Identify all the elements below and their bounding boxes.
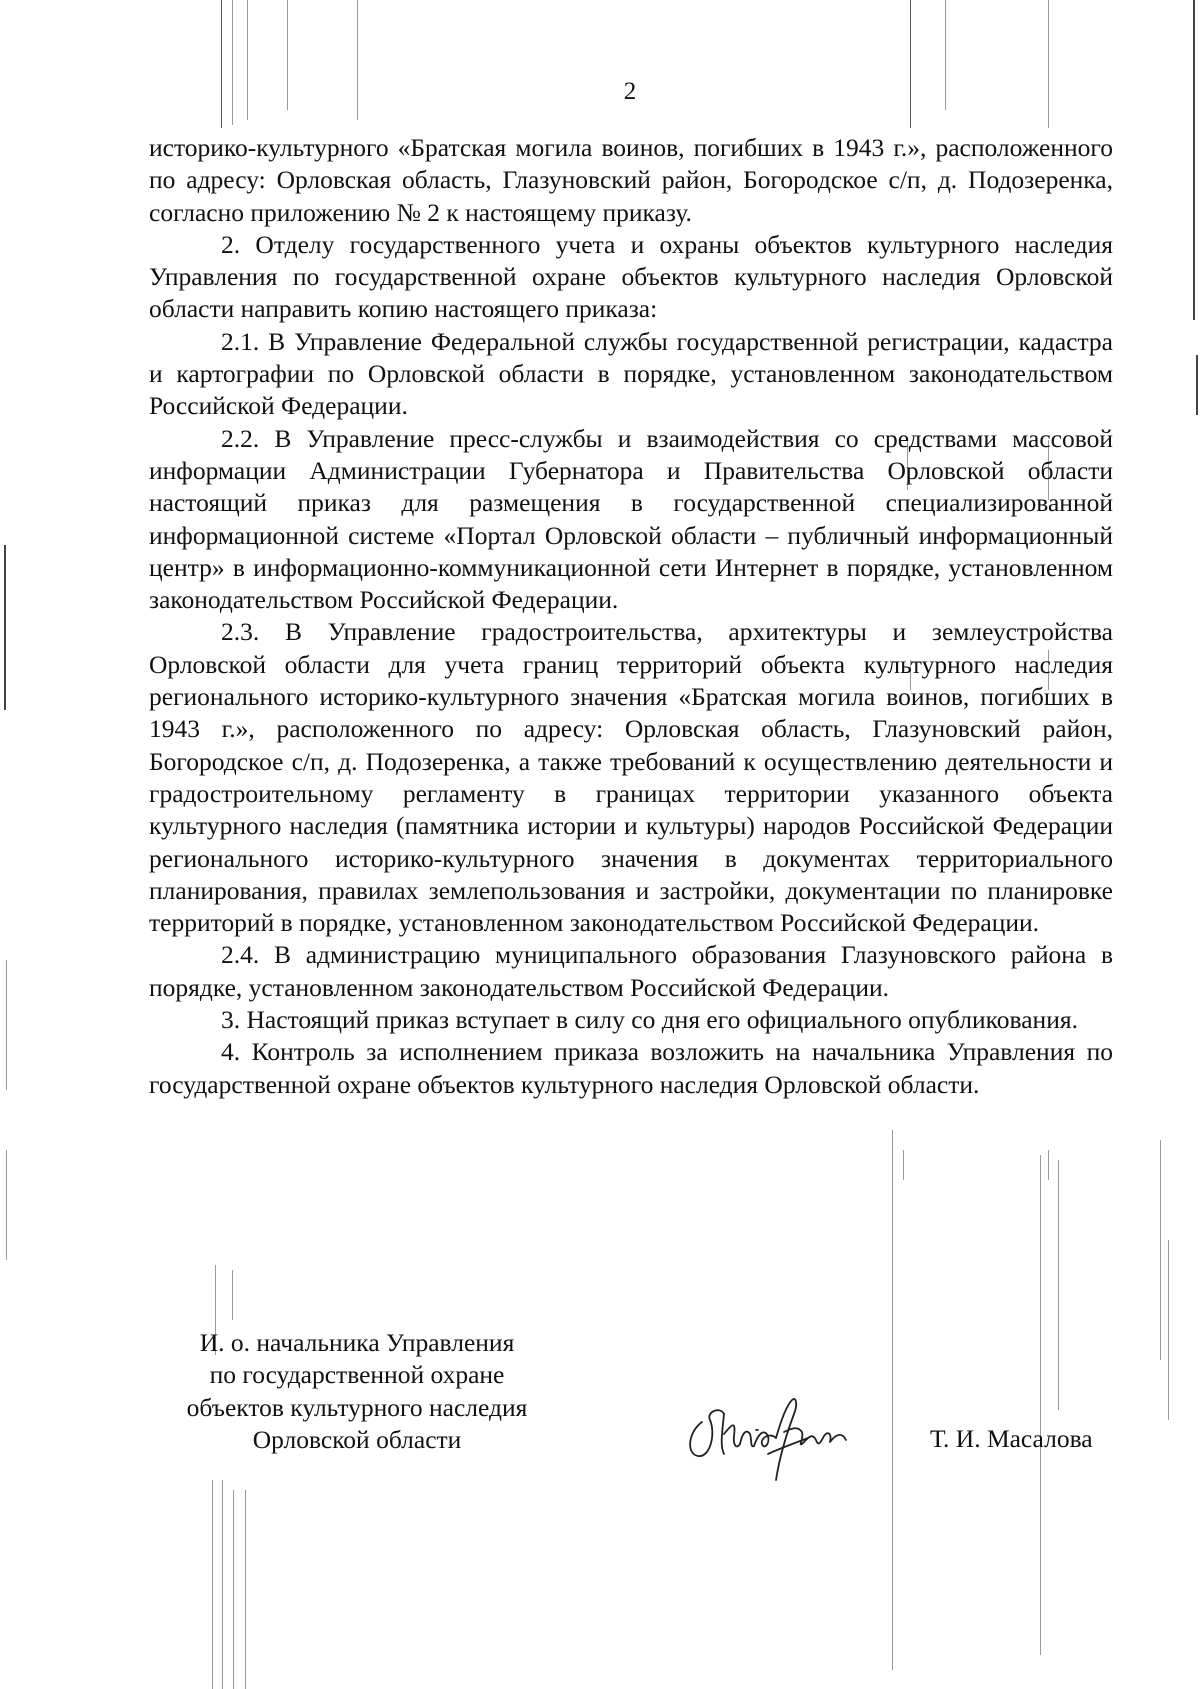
- scan-artifact-line: [1040, 1155, 1041, 1655]
- paragraph-item-2-1: 2.1. В Управление Федеральной службы государственной регистрации, кадастра и картографии по Орловской области в порядке, установленном законодательством Российской Федерации.: [149, 326, 1113, 421]
- scan-artifact-line: [1048, 0, 1049, 128]
- scan-artifact-line: [222, 1480, 223, 1689]
- paragraph-item-4: 4. Контроль за исполнением приказа возложить на начальника Управления по государственной охране объектов культурного наследия Орловской области.: [149, 1037, 1113, 1099]
- page-number: 2: [623, 78, 637, 105]
- scan-artifact-line: [233, 1490, 234, 1689]
- paragraph-item-2-2: 2.2. В Управление пресс-службы и взаимодействия со средствами массовой информации Администрации Губернатора и Правительства Орловской области настоящий приказ для размещения в государственной специализированной информационной системе «Портал Орловской области – публичный информационный центр» в информационно-коммуникационной сети Интернет в порядке, установленном законодательством Российской Федерации.: [149, 423, 1113, 615]
- scan-artifact-line: [1160, 1140, 1161, 1360]
- scan-artifact-line: [903, 1150, 904, 1180]
- scan-artifact-line: [212, 1480, 213, 1689]
- paragraph-item-3: 3. Настоящий приказ вступает в силу со дня его официального опубликования.: [221, 1005, 1078, 1035]
- signer-position-line: И. о. начальника Управления: [199, 1328, 515, 1357]
- handwritten-signature: [680, 1384, 860, 1494]
- scan-artifact-line: [6, 1150, 7, 1260]
- paragraph-item-2-3: 2.3. В Управление градостроительства, архитектуры и землеустройства Орловской области для учета границ территорий объекта культурного наследия регионального историко-культурного значения «Братская могила воинов, погибших в 1943 г.», расположенного по адресу: Орловская область, Глазуновский район, Богородское с/п, д. Подозеренка, а также требований к осуществлению деятельности и градостроительному регламенту в границах территории указанного объекта культурного наследия (памятника истории и культуры) народов Российской Федерации регионального историко-культурного значения в документах территориального планирования, правилах землепользования и застройки, документации по планировке территорий в порядке, установленном законодательством Российской Федерации.: [149, 617, 1113, 938]
- scan-artifact-line: [892, 1130, 893, 1670]
- signer-position: [152, 1327, 562, 1456]
- scan-artifact-line: [1048, 1150, 1049, 1180]
- scan-artifact-line: [221, 0, 222, 128]
- signer-position-line: Орловской области: [252, 1424, 462, 1454]
- paragraph-item-2-4: 2.4. В администрацию муниципального образования Глазуновского района в порядке, установленном законодательством Российской Федерации.: [149, 940, 1113, 1002]
- document-body: [149, 132, 1113, 1101]
- signer-position-line: объектов культурного наследия: [186, 1392, 528, 1422]
- scan-artifact-line: [6, 960, 7, 1090]
- paragraph-item-2: 2. Отделу государственного учета и охраны объектов культурного наследия Управления по государственной охране объектов культурного наследия Орловской области направить копию настоящего приказа:: [149, 229, 1113, 324]
- scan-artifact-line: [1196, 355, 1198, 415]
- signer-position-line: по государственной охране: [209, 1360, 505, 1390]
- scan-artifact-line: [1058, 1160, 1059, 1410]
- scan-artifact-line: [232, 0, 233, 125]
- scan-artifact-line: [1168, 1240, 1169, 1420]
- signer-name: Т. И. Масалова: [930, 1424, 1093, 1453]
- paragraph-continuation: историко-культурного «Братская могила воинов, погибших в 1943 г.», расположенного по адресу: Орловская область, Глазуновский район, Богородское с/п, д. Подозеренка, согласно приложению № 2 к настоящему приказу.: [149, 133, 1113, 227]
- scan-artifact-line: [4, 545, 6, 710]
- scan-artifact-line: [910, 0, 911, 128]
- scan-artifact-line: [1193, 0, 1195, 320]
- scan-artifact-line: [232, 1270, 233, 1320]
- scan-artifact-line: [245, 1490, 246, 1689]
